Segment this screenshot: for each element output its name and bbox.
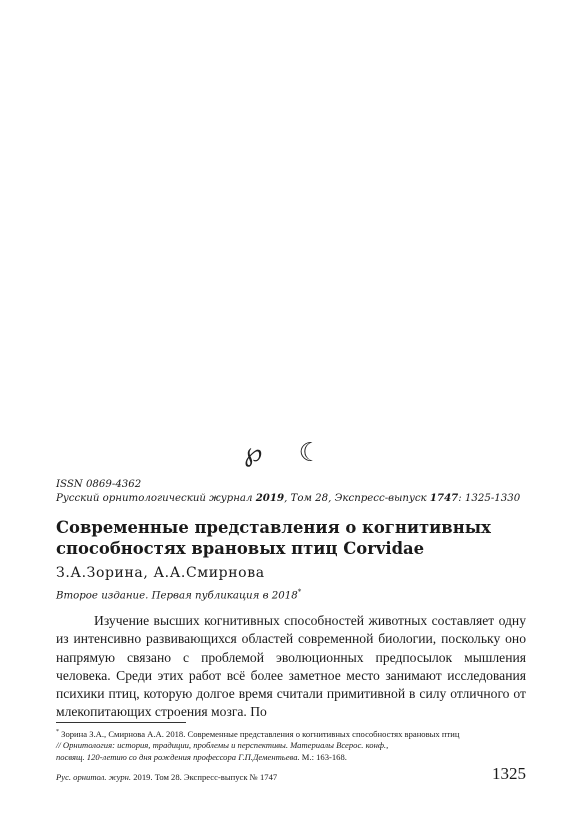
citation-issue: 1747 [429, 491, 459, 504]
footnote-text-3: посвящ. 120-летию со дня рождения профессора Г.П.Дементьева. [56, 751, 300, 762]
footnote [56, 727, 526, 763]
footer-journal: Рус. орнитол. журн. [56, 772, 132, 782]
footnote-text-4: М.: 163-168. [299, 751, 347, 762]
footnote-line-1 [56, 727, 526, 740]
edition-note [56, 588, 526, 601]
footnote-line-2 [56, 740, 526, 752]
edition-text: Второе издание. Первая публикация в 2018 [56, 590, 298, 602]
citation-year: 2019 [255, 491, 285, 504]
edition-footnote-mark: * [297, 588, 302, 596]
citation-volume: , Том 28, Экспресс-выпуск [284, 492, 430, 504]
footnote-divider [56, 722, 186, 723]
journal-citation [56, 492, 526, 506]
article-title: Современные представления о когнитивных способностях врановых птиц Corvidae [56, 518, 491, 558]
page-number: 1325 [492, 764, 526, 783]
running-footer [56, 772, 277, 782]
article-authors: З.А.Зорина, А.А.Смирнова [56, 565, 265, 581]
footer-issue: 2019. Том 28. Экспресс-выпуск № 1747 [131, 772, 278, 782]
footnote-text-1: Зорина З.А., Смирнова А.А. 2018. Современные представления о когнитивных способностях врановых птиц [59, 728, 460, 739]
ornament-glyphs: ℘ ☾ [244, 438, 336, 468]
article-body: Изучение высших когнитивных способностей животных составляет одну из интенсивно развивающихся областей современной биологии, поскольку оно напрямую связано с проблемой эволюционных предпосылок мышления человека. Среди этих работ всё более заметное место занимают исследования психики птиц, которую долгое время считали примитивной в силу отличного от млекопитающих строения мозга. По [56, 613, 526, 720]
issn: ISSN 0869-4362 [56, 479, 142, 490]
footnote-text-2: // Орнитология: история, традиции, проблемы и перспективы. Материалы Всерос. конф., [56, 740, 389, 751]
citation-pages: : 1325-1330 [458, 492, 521, 504]
citation-journal: Русский орнитологический журнал [56, 492, 256, 504]
footnote-mark: * [56, 729, 59, 735]
journal-meta [56, 478, 526, 505]
footnote-line-3 [56, 752, 526, 764]
